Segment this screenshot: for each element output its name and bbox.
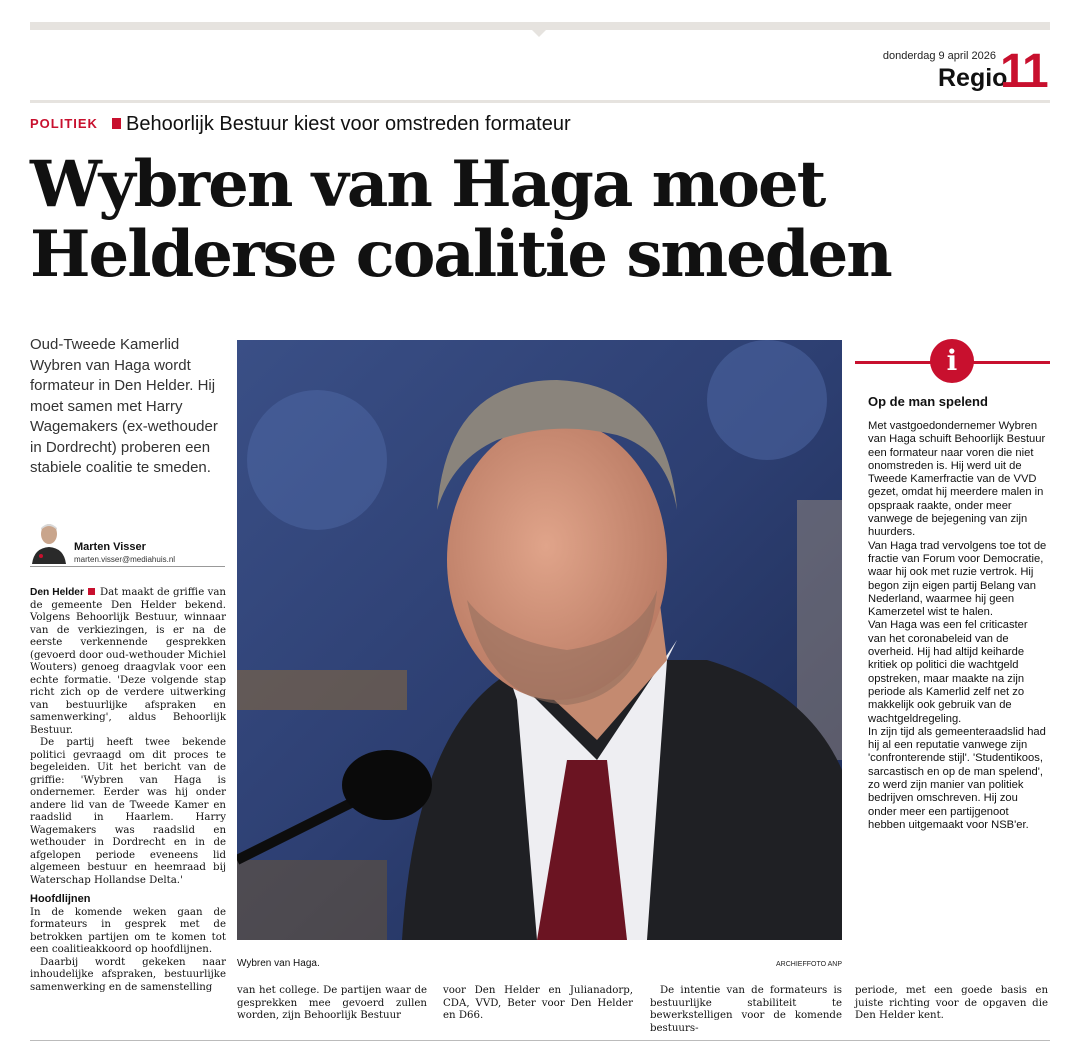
article-body-column xyxy=(30,587,226,994)
body-paragraph: Daarbij wordt gekeken naar inhoudelijke afspraken, bestuurlijke samenwerking en de samenstelling xyxy=(30,956,226,993)
article-body-column xyxy=(855,985,1048,1023)
body-paragraph: De partij heeft twee bekende politici gevraagd om dit proces te begeleiden. Uit het bericht van de griffie: 'Wybren van Haga is ondernemer. Eerder was hij onder andere lid van de Tweede Kamer en raadslid in Haarlem. Harry Wagemakers was raadslid en wethouder in Dordrecht en in de afgelopen periode eveneens lid algemeen bestuur en heemraad bij Waterschap Hollandse Delta.' xyxy=(30,737,226,886)
infobox-paragraph: Van Haga trad vervolgens toe tot de fractie van Forum voor Democratie, waar hij ook met ruzie vertrok. Hij begon zijn eigen partij Belang van Nederland, waarmee hij geen Kamerzetel wist te halen. xyxy=(868,539,1047,619)
author-email[interactable]: marten.visser@mediahuis.nl xyxy=(74,555,176,564)
info-icon: i xyxy=(930,339,974,383)
infobox-body xyxy=(868,420,1048,832)
author-avatar xyxy=(30,518,68,564)
article-photo xyxy=(237,340,842,940)
infobox-paragraph: Van Haga was een fel criticaster van het coronabeleid van de overheid. Hij had altijd keiharde kritiek op politici die wachtgeld opstreken, maar maakte na zijn periode als Kamerlid zelf net zo makkelijk ook gebruik van de wachtgeldregeling. xyxy=(868,619,1028,725)
article-headline: Wybren van Haga moet Helderse coalitie smeden xyxy=(30,147,891,292)
body-paragraph: Dat maakt de griffie van de gemeente Den Helder bekend. Volgens Behoorlijk Bestuur, winnaar van de verkiezingen, is er na de eerste verkennende gesprekken (gevoerd door oud-wethouder Michiel Wouters) genoeg draagvlak voor een echte formatie. 'Deze volgende stap richt zich op de verdere uitwerking van bestuurlijke afspraken en samenwerking', aldus Behoorlijk Bestuur. xyxy=(30,587,226,736)
photo-credit: ARCHIEFFOTO ANP xyxy=(776,961,842,968)
top-bar xyxy=(30,22,1050,30)
dateline: Den Helder xyxy=(30,587,84,598)
byline-rule xyxy=(30,566,225,567)
kicker-label: POLITIEK xyxy=(30,116,98,131)
infobox-title: Op de man spelend xyxy=(868,394,988,409)
kicker-marker xyxy=(112,118,121,129)
body-paragraph: van het college. De partijen waar de gesprekken mee gevoerd zullen worden, zijn Behoorlijk Bestuur xyxy=(237,985,427,1021)
photo-caption: Wybren van Haga. xyxy=(237,958,320,969)
dateline-marker xyxy=(88,588,95,595)
section-subheading: Hoofdlijnen xyxy=(30,893,91,905)
body-paragraph: voor Den Helder en Julianadorp, CDA, VVD, Beter voor Den Helder en D66. xyxy=(443,985,633,1021)
author-name: Marten Visser xyxy=(74,541,146,553)
article-intro: Oud-Tweede Kamerlid Wybren van Haga wordt formateur in Den Helder. Hij moet samen met Harry Wagemakers (ex-wethouder in Dordrecht) proberen een stabiele coalitie te smeden. xyxy=(30,336,218,476)
section-name: Regio xyxy=(938,64,1008,92)
body-paragraph: periode, met een goede basis en juiste richting voor de opgaven die Den Helder kent. xyxy=(855,985,1048,1021)
issue-date: donderdag 9 april 2026 xyxy=(882,50,996,62)
page-number: 11 xyxy=(1000,45,1047,98)
body-paragraph: De intentie van de formateurs is bestuurlijke stabiliteit te bewerkstelligen voor de komende bestuurs- xyxy=(650,985,842,1034)
article-body-column xyxy=(443,985,633,1023)
article-body-column xyxy=(650,985,842,1035)
infobox-paragraph: Met vastgoedondernemer Wybren van Haga schuift Behoorlijk Bestuur een formateur naar voren die niet onomstreden is. Hij werd uit de Tweede Kamerfractie van de VVD gezet, omdat hij meerdere malen in opspraak raakte, onder meer vanwege de bejegening van zijn huurders. xyxy=(868,420,1046,539)
article-body-column xyxy=(237,985,427,1023)
article-subhead: Behoorlijk Bestuur kiest voor omstreden formateur xyxy=(126,113,571,135)
top-bar-notch xyxy=(532,30,546,37)
page-bottom-rule xyxy=(30,1040,1050,1041)
header-rule xyxy=(30,100,1050,103)
infobox-paragraph: In zijn tijd als gemeenteraadslid had hij al een reputatie vanwege zijn 'confronterende stijl'. 'Studentikoos, sarcastisch en op de man spelend', zo werd zijn manier van politiek bedrijven omschreven. Hij zou onder meer een partijgenoot hebben uitgemaakt voor NSB'er. xyxy=(868,725,1046,831)
body-paragraph: In de komende weken gaan de formateurs in gesprek met de betrokken partijen om te komen tot een coalitieakkoord op hoofdlijnen. xyxy=(30,906,226,955)
